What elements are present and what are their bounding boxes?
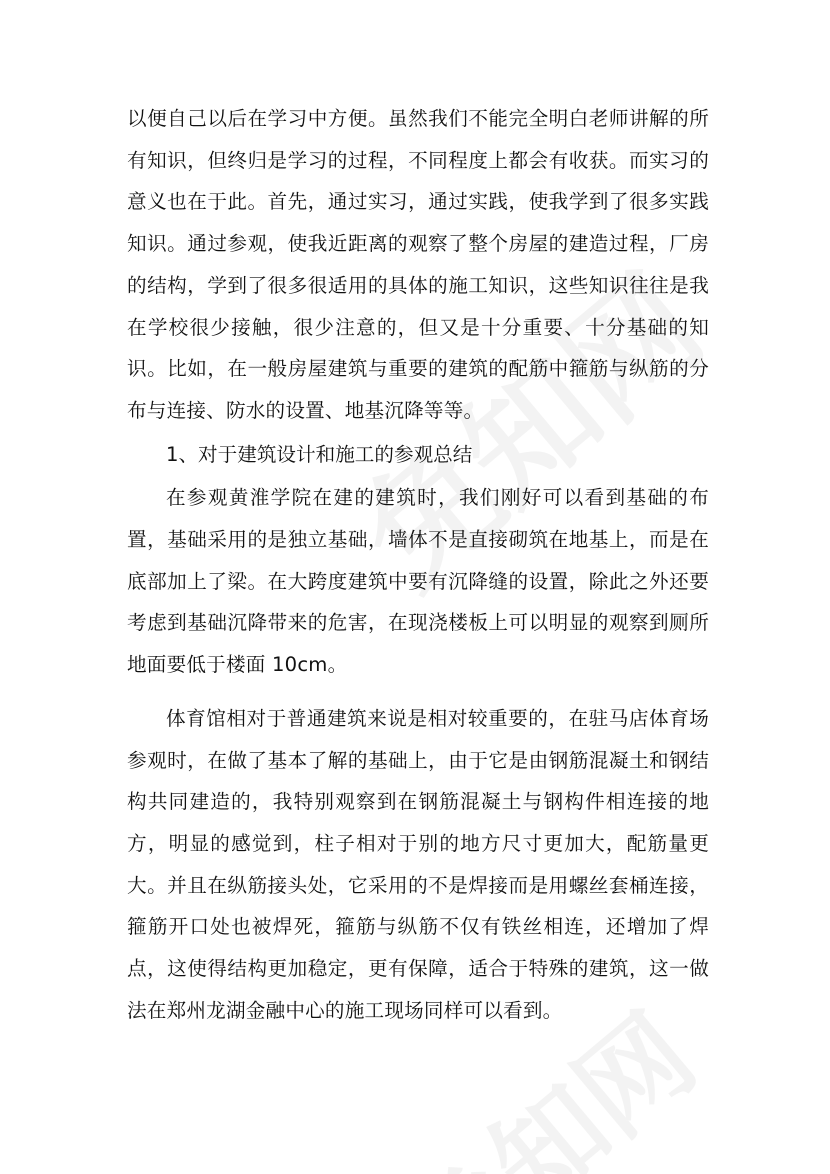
section-heading-1: 1、对于建筑设计和施工的参观总结 xyxy=(166,442,473,466)
paragraph-2: 在参观黄淮学院在建的建筑时，我们刚好可以看到基础的布置，基础采用的是独立基础，墙体不是直接砌筑在地基上，而是在底部加上了梁。在大跨度建筑中要有沉降缝的设置，除此之外还要考虑到基础沉降带来的危害，在现浇楼板上可以明显的观察到厕所地面要低于楼面 10cm。 xyxy=(127,486,709,677)
document-body xyxy=(127,98,709,1031)
paragraph-1: 以便自己以后在学习中方便。虽然我们不能完全明白老师讲解的所有知识，但终归是学习的过程，不同程度上都会有收获。而实习的意义也在于此。首先，通过实习，通过实践，使我学到了很多实践知识。通过参观，使我近距离的观察了整个房屋的建造过程，厂房的结构，学到了很多很适用的具体的施工知识，这些知识往往是我在学校很少接触，很少注意的，但又是十分重要、十分基础的知识。比如，在一般房屋建筑与重要的建筑的配筋中箍筋与纵筋的分布与连接、防水的设置、地基沉降等等。 xyxy=(127,107,709,422)
paragraph-3: 体育馆相对于普通建筑来说是相对较重要的，在驻马店体育场参观时，在做了基本了解的基础上，由于它是由钢筋混凝土和钢结构共同建造的，我特别观察到在钢筋混凝土与钢构件相连接的地方，明显的感觉到，柱子相对于别的地方尺寸更加大，配筋量更大。并且在纵筋接头处，它采用的不是焊接而是用螺丝套桶连接，箍筋开口处也被焊死，箍筋与纵筋不仅有铁丝相连，还增加了焊点，这使得结构更加稳定，更有保障，适合于特殊的建筑，这一做法在郑州龙湖金融中心的施工现场同样可以看到。 xyxy=(127,706,709,1022)
